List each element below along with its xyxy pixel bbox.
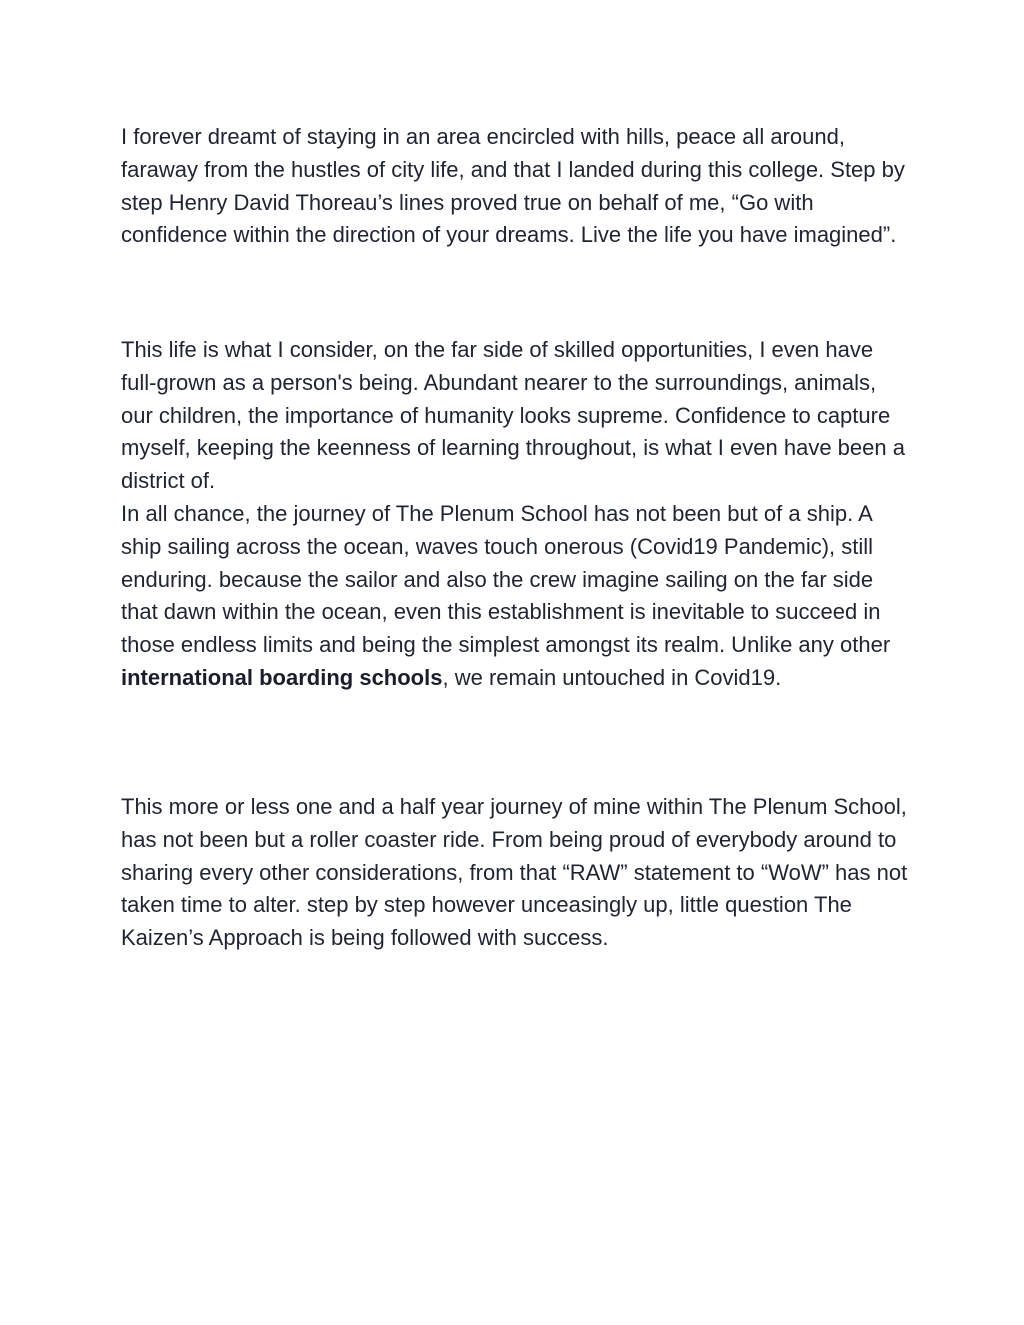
boarding-schools-emphasis: international boarding schools bbox=[121, 664, 443, 690]
paragraph-roller-coaster: This more or less one and a half year journey of mine within The Plenum School, has not been but a roller coaster ride. From being proud of everybody around to sharing every other considerations, from that “RAW” statement to “WoW” has not taken time to alter. step by step however unceasingly up, little question The Kaizen’s Approach is being followed with success. bbox=[121, 794, 908, 951]
paragraph-journey bbox=[121, 498, 911, 695]
paragraph-life: This life is what I consider, on the far side of skilled opportunities, I even have full-grown as a person's being. Abundant nearer to the surroundings, animals, our children, the importance of humanity looks supreme. Confidence to capture myself, keeping the keenness of learning throughout, is what I even have been a district of. bbox=[121, 337, 905, 494]
paragraph-block-2 bbox=[121, 334, 911, 695]
paragraph-dream: I forever dreamt of staying in an area encircled with hills, peace all around, faraway from the hustles of city life, and that I landed during this college. Step by step Henry David Thoreau’s lines proved true on behalf of me, “Go with confidence within the direction of your dreams. Live the life you have imagined”. bbox=[121, 124, 905, 248]
paragraph-journey-start: In all chance, the journey of The Plenum School has not been but of a ship. A ship sailing across the ocean, waves touch onerous (Covid19 Pandemic), still enduring. because the sailor and also the crew imagine sailing on the far side that dawn within the ocean, even this establishment is inevitable to succeed in those endless limits and being the simplest amongst its realm. Unlike any other bbox=[121, 500, 891, 658]
paragraph-journey-end: , we remain untouched in Covid19. bbox=[442, 664, 782, 690]
paragraph-block-1 bbox=[121, 121, 911, 252]
paragraph-block-3 bbox=[121, 791, 911, 955]
